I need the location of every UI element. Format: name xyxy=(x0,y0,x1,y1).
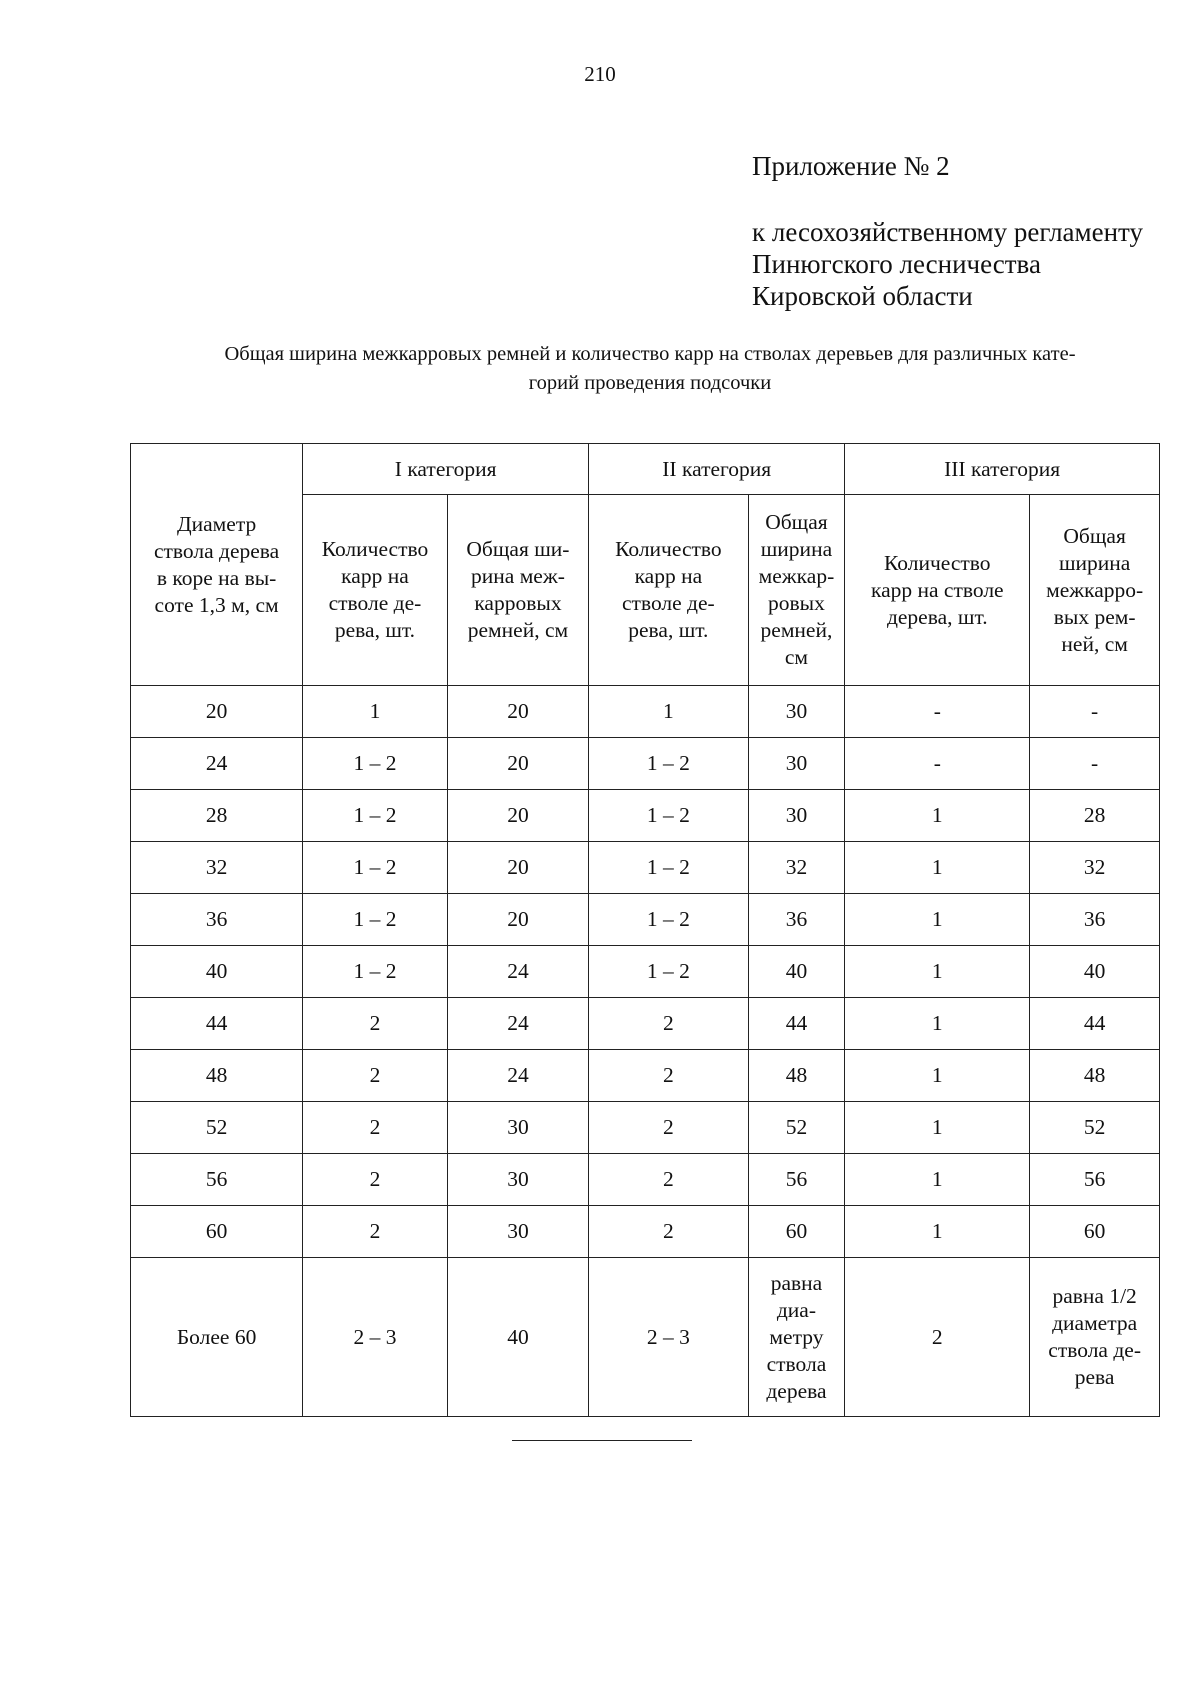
table-row xyxy=(131,998,1160,1050)
header-line: Общая xyxy=(765,510,828,534)
cat1-count-header xyxy=(303,495,448,686)
caption-line: Общая ширина межкарровых ремней и количество карр на стволах деревьев для различных кате- xyxy=(224,343,1076,365)
footer-rule xyxy=(512,1440,692,1441)
header-line: Количество xyxy=(615,537,722,561)
header-line: межкарро- xyxy=(1046,577,1144,602)
cell-diameter: 48 xyxy=(131,1050,303,1102)
header-line: вых рем- xyxy=(1053,604,1136,629)
cell-cat3-width: 28 xyxy=(1030,790,1160,842)
header-line: Диаметр xyxy=(176,511,257,536)
table-row-over-60 xyxy=(131,1258,1160,1417)
cell-cat3-count: - xyxy=(845,738,1030,790)
cell-cat2-width: 30 xyxy=(748,738,845,790)
cell-cat3-count: 1 xyxy=(845,1206,1030,1258)
cell-cat2-width xyxy=(748,1258,845,1417)
header-line: карр на xyxy=(341,564,409,588)
header-line: в коре на вы- xyxy=(156,565,277,590)
header-line: Общая xyxy=(1063,523,1126,548)
cell-line: дерева xyxy=(766,1378,827,1403)
page-number: 210 xyxy=(584,62,616,86)
cell-diameter: 40 xyxy=(131,946,303,998)
cell-cat3-width: - xyxy=(1030,738,1160,790)
cell-cat1-count: 1 – 2 xyxy=(303,894,448,946)
cell-cat2-count: 2 – 3 xyxy=(589,1258,748,1417)
cell-cat3-count: 1 xyxy=(845,998,1030,1050)
cell-cat3-count: 1 xyxy=(845,1102,1030,1154)
cell-cat2-count: 2 xyxy=(589,998,748,1050)
cell-cat1-width: 40 xyxy=(447,1258,588,1417)
cell-cat3-width: 44 xyxy=(1030,998,1160,1050)
header-line: дерева, шт. xyxy=(886,604,988,629)
cell-cat2-width: 48 xyxy=(748,1050,845,1102)
cell-line: равна 1/2 xyxy=(1052,1284,1137,1308)
cell-cat2-count: 2 xyxy=(589,1154,748,1206)
cell-cat1-count: 2 – 3 xyxy=(303,1258,448,1417)
cell-cat2-count: 1 – 2 xyxy=(589,790,748,842)
cell-cat3-width: 40 xyxy=(1030,946,1160,998)
cell-cat1-count: 2 xyxy=(303,1206,448,1258)
cell-diameter: Более 60 xyxy=(131,1258,303,1417)
diameter-header xyxy=(131,444,303,686)
cell-line: диаметра xyxy=(1052,1311,1138,1335)
header-line: см xyxy=(784,645,809,669)
header-line: межкар- xyxy=(758,564,835,588)
cell-diameter: 60 xyxy=(131,1206,303,1258)
cat2-count-header xyxy=(589,495,748,686)
cell-cat3-width: 48 xyxy=(1030,1050,1160,1102)
appendix-title: Приложение № 2 xyxy=(752,151,950,181)
cell-cat3-count: 1 xyxy=(845,842,1030,894)
cell-cat2-count: 2 xyxy=(589,1050,748,1102)
header-line: карр на xyxy=(634,564,703,588)
cat3-width-header xyxy=(1030,495,1160,686)
header-line: стволе де- xyxy=(622,591,715,615)
cell-cat1-width: 20 xyxy=(447,842,588,894)
cell-cat2-count: 2 xyxy=(589,1102,748,1154)
cell-diameter: 32 xyxy=(131,842,303,894)
cell-diameter: 20 xyxy=(131,686,303,738)
header-line: ней, см xyxy=(1061,631,1128,656)
cell-cat3-count: - xyxy=(845,686,1030,738)
header-line: стволе де- xyxy=(328,591,422,615)
cell-cat2-count: 2 xyxy=(589,1206,748,1258)
cell-diameter: 44 xyxy=(131,998,303,1050)
cell-cat2-count: 1 xyxy=(589,686,748,738)
category-2-header: II категория xyxy=(589,444,845,495)
cell-line: ствола xyxy=(766,1351,827,1376)
header-line: ширина xyxy=(760,537,833,561)
cell-cat1-count: 1 – 2 xyxy=(303,790,448,842)
cell-cat1-count: 2 xyxy=(303,1154,448,1206)
cell-cat3-count: 2 xyxy=(845,1258,1030,1417)
header-line: рева, шт. xyxy=(334,618,416,642)
cell-cat3-count: 1 xyxy=(845,894,1030,946)
cell-cat2-count: 1 – 2 xyxy=(589,946,748,998)
cell-cat3-width: 32 xyxy=(1030,842,1160,894)
cell-cat2-width: 52 xyxy=(748,1102,845,1154)
header-line: ровых xyxy=(768,591,825,615)
cell-cat1-count: 2 xyxy=(303,1050,448,1102)
cell-cat3-width: 60 xyxy=(1030,1206,1160,1258)
table-row xyxy=(131,1102,1160,1154)
cell-cat1-count: 1 – 2 xyxy=(303,842,448,894)
table-row xyxy=(131,894,1160,946)
cell-diameter: 36 xyxy=(131,894,303,946)
table-row xyxy=(131,738,1160,790)
cell-cat2-width: 30 xyxy=(748,686,845,738)
cell-cat3-width: 36 xyxy=(1030,894,1160,946)
cell-diameter: 52 xyxy=(131,1102,303,1154)
appendix-line: Пинюгского лесничества xyxy=(752,249,1041,279)
header-line: соте 1,3 м, см xyxy=(154,592,279,617)
cell-cat3-width: 56 xyxy=(1030,1154,1160,1206)
cell-cat1-width: 24 xyxy=(447,946,588,998)
cell-cat3-count: 1 xyxy=(845,946,1030,998)
cell-cat3-width: - xyxy=(1030,686,1160,738)
cell-cat3-count: 1 xyxy=(845,790,1030,842)
cell-cat3-count: 1 xyxy=(845,1154,1030,1206)
category-3-header: III категория xyxy=(845,444,1160,495)
appendix-line: к лесохозяйственному регламенту xyxy=(752,217,1143,247)
cat2-width-header xyxy=(748,495,845,686)
cell-diameter: 24 xyxy=(131,738,303,790)
cell-line: диа- xyxy=(776,1297,817,1322)
header-line: рева, шт. xyxy=(628,618,709,642)
cell-cat1-count: 1 – 2 xyxy=(303,738,448,790)
caption-line: горий проведения подсочки xyxy=(528,372,772,394)
cell-line: рева xyxy=(1074,1365,1115,1389)
cell-cat2-width: 60 xyxy=(748,1206,845,1258)
category-header-row xyxy=(131,444,1160,495)
appendix-heading xyxy=(752,150,1143,312)
table-row xyxy=(131,1154,1160,1206)
table-row xyxy=(131,790,1160,842)
header-line: Общая ши- xyxy=(466,537,570,561)
cat1-width-header xyxy=(447,495,588,686)
header-line: рина меж- xyxy=(471,564,565,588)
cell-cat2-count: 1 – 2 xyxy=(589,842,748,894)
header-line: ремней, см xyxy=(467,618,569,642)
header-line: карровых xyxy=(474,591,562,615)
cell-diameter: 56 xyxy=(131,1154,303,1206)
header-line: ширина xyxy=(1058,550,1131,575)
tapping-table xyxy=(130,443,1160,1417)
header-line: карр на стволе xyxy=(870,577,1004,602)
cell-line: метру xyxy=(769,1324,824,1349)
table-row xyxy=(131,686,1160,738)
category-1-header: I категория xyxy=(303,444,589,495)
header-line: ремней, xyxy=(760,618,833,642)
cell-cat1-width: 24 xyxy=(447,1050,588,1102)
cell-cat1-count: 2 xyxy=(303,1102,448,1154)
table-row xyxy=(131,1050,1160,1102)
table-row xyxy=(131,946,1160,998)
cat3-count-header xyxy=(845,495,1030,686)
cell-cat2-width: 40 xyxy=(748,946,845,998)
cell-cat1-width: 20 xyxy=(447,738,588,790)
header-line: ствола дерева xyxy=(153,538,280,563)
cell-cat1-count: 1 xyxy=(303,686,448,738)
cell-cat2-width: 32 xyxy=(748,842,845,894)
cell-cat2-width: 56 xyxy=(748,1154,845,1206)
cell-cat1-width: 20 xyxy=(447,894,588,946)
cell-cat2-width: 44 xyxy=(748,998,845,1050)
cell-cat1-count: 2 xyxy=(303,998,448,1050)
cell-line: ствола де- xyxy=(1048,1338,1141,1362)
cell-cat1-width: 30 xyxy=(447,1154,588,1206)
table-row xyxy=(131,1206,1160,1258)
header-line: Количество xyxy=(321,537,429,561)
cell-cat1-width: 30 xyxy=(447,1206,588,1258)
cell-diameter: 28 xyxy=(131,790,303,842)
table-caption xyxy=(130,340,1170,398)
appendix-line: Кировской области xyxy=(752,281,973,311)
cell-cat1-width: 20 xyxy=(447,790,588,842)
cell-cat2-count: 1 – 2 xyxy=(589,738,748,790)
cell-cat1-width: 30 xyxy=(447,1102,588,1154)
header-line: Количество xyxy=(884,550,991,575)
cell-cat2-count: 1 – 2 xyxy=(589,894,748,946)
table-row xyxy=(131,842,1160,894)
cell-cat3-width xyxy=(1030,1258,1160,1417)
cell-line: равна xyxy=(770,1270,823,1295)
cell-cat1-count: 1 – 2 xyxy=(303,946,448,998)
cell-cat1-width: 20 xyxy=(447,686,588,738)
cell-cat2-width: 36 xyxy=(748,894,845,946)
cell-cat2-width: 30 xyxy=(748,790,845,842)
cell-cat1-width: 24 xyxy=(447,998,588,1050)
cell-cat3-width: 52 xyxy=(1030,1102,1160,1154)
cell-cat3-count: 1 xyxy=(845,1050,1030,1102)
